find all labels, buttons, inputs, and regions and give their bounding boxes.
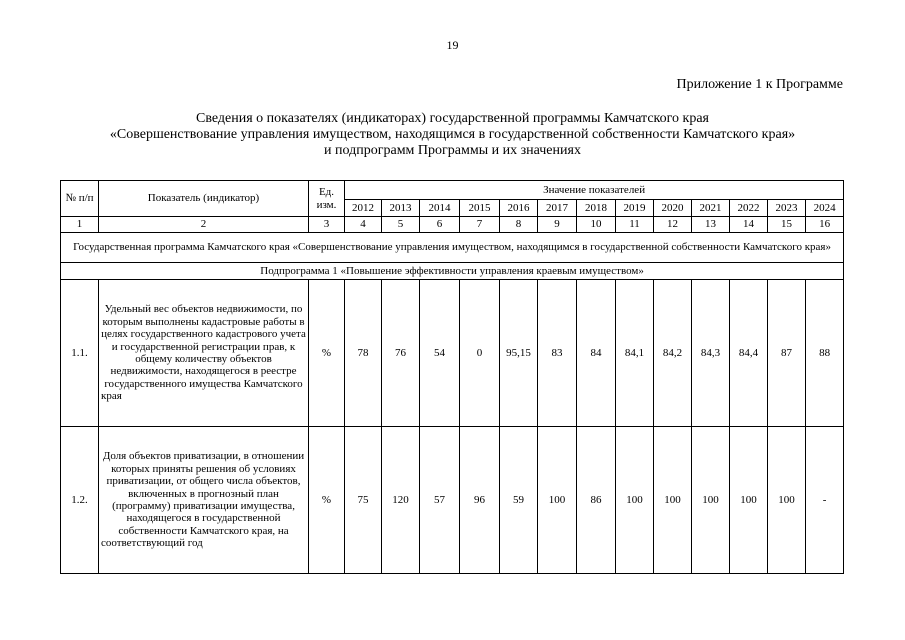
column-number: 3	[309, 217, 345, 233]
value-cell: 96	[460, 427, 500, 574]
year-header: 2019	[616, 200, 654, 217]
value-cell: 57	[420, 427, 460, 574]
year-header: 2017	[538, 200, 577, 217]
program-row: Государственная программа Камчатского края «Совершенствование управления имуществом, находящимся в государственной собственности Камчатского края»	[61, 233, 844, 263]
value-cell: 100	[768, 427, 806, 574]
year-header: 2015	[460, 200, 500, 217]
value-cell: 100	[730, 427, 768, 574]
column-number: 5	[382, 217, 420, 233]
indicator-name: Доля объектов приватизации, в отношении которых приняты решения об условиях приватизации, от общего числа объектов, включенных в прогнозный план (программу) приватизации имущества, находящегося в государственной собственности Камчатского края, на соответствующий год	[99, 427, 309, 574]
value-cell: 84,1	[616, 280, 654, 427]
value-cell: 0	[460, 280, 500, 427]
header-unit: Ед. изм.	[309, 181, 345, 217]
title-line-3: и подпрограмм Программы и их значениях	[324, 143, 581, 158]
value-cell: 78	[345, 280, 382, 427]
value-cell: 83	[538, 280, 577, 427]
value-cell: 88	[806, 280, 844, 427]
value-cell: 100	[616, 427, 654, 574]
header-values: Значение показателей	[345, 181, 844, 200]
subprogram-row: Подпрограмма 1 «Повышение эффективности управления краевым имуществом»	[61, 263, 844, 280]
document-title	[60, 111, 845, 159]
column-number: 10	[577, 217, 616, 233]
value-cell: 84,2	[654, 280, 692, 427]
column-number: 8	[500, 217, 538, 233]
column-number: 12	[654, 217, 692, 233]
value-cell: 100	[538, 427, 577, 574]
value-cell: 120	[382, 427, 420, 574]
header-no: № п/п	[61, 181, 99, 217]
value-cell: 76	[382, 280, 420, 427]
table-row	[61, 280, 844, 427]
table-row	[61, 427, 844, 574]
title-line-2: «Совершенствование управления имуществом, находящимся в государственной собственности Камчатского края»	[109, 127, 796, 142]
column-number: 6	[420, 217, 460, 233]
column-number: 13	[692, 217, 730, 233]
column-number: 1	[61, 217, 99, 233]
column-number: 9	[538, 217, 577, 233]
indicator-name: Удельный вес объектов недвижимости, по которым выполнены кадастровые работы в целях государственного кадастрового учета и государственной регистрации прав, к общему количеству объектов недвижимости, находящегося в реестре государственного имущества Камчатского края	[99, 280, 309, 427]
year-header: 2013	[382, 200, 420, 217]
value-cell: 95,15	[500, 280, 538, 427]
column-number: 15	[768, 217, 806, 233]
value-cell: 100	[654, 427, 692, 574]
row-number: 1.2.	[61, 427, 99, 574]
year-header: 2023	[768, 200, 806, 217]
value-cell: 54	[420, 280, 460, 427]
appendix-label: Приложение 1 к Программе	[676, 77, 843, 92]
indicators-table	[60, 180, 844, 574]
year-header: 2018	[577, 200, 616, 217]
unit-cell: %	[309, 280, 345, 427]
column-number: 7	[460, 217, 500, 233]
value-cell: 84,4	[730, 280, 768, 427]
value-cell: 86	[577, 427, 616, 574]
column-number: 11	[616, 217, 654, 233]
value-cell: 75	[345, 427, 382, 574]
title-line-1: Сведения о показателях (индикаторах) государственной программы Камчатского края	[195, 111, 710, 126]
page-number: 19	[446, 38, 459, 52]
year-header: 2020	[654, 200, 692, 217]
year-header: 2012	[345, 200, 382, 217]
year-header: 2024	[806, 200, 844, 217]
row-number: 1.1.	[61, 280, 99, 427]
value-cell: 84	[577, 280, 616, 427]
year-header: 2014	[420, 200, 460, 217]
value-cell: -	[806, 427, 844, 574]
value-cell: 100	[692, 427, 730, 574]
column-number: 2	[99, 217, 309, 233]
year-header: 2021	[692, 200, 730, 217]
value-cell: 84,3	[692, 280, 730, 427]
year-header: 2022	[730, 200, 768, 217]
header-indicator: Показатель (индикатор)	[99, 181, 309, 217]
column-number: 16	[806, 217, 844, 233]
column-number: 4	[345, 217, 382, 233]
column-number: 14	[730, 217, 768, 233]
value-cell: 59	[500, 427, 538, 574]
unit-cell: %	[309, 427, 345, 574]
value-cell: 87	[768, 280, 806, 427]
year-header: 2016	[500, 200, 538, 217]
